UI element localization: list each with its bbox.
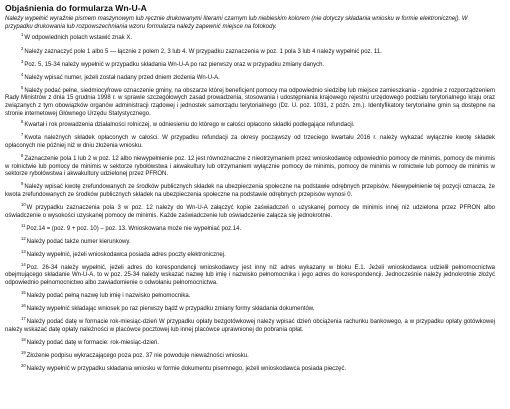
footnote-text: W odpowiednich polach wstawić znak X. (24, 35, 133, 42)
footnote-5 (5, 84, 495, 118)
footnote-14 (5, 261, 495, 288)
footnote-13 (5, 248, 495, 260)
footnote-text: Należy podać pełną nazwę lub imię i nazwisko pełnomocnika. (26, 293, 191, 300)
footnote-text: Zaznaczenie pola 1 lub 2 w poz. 12 albo niewypełnienie poz. 12 jest równoznaczne z nieotrzymaniem przez wnioskodawcę odpowiednio pomocy de minimis, pomocy de minimis w rolnictwie lub pomocy de minimis w sektorze rybołówstwa i akwakultury lub otrzymaniem wyłącznie pomocy de minimis, pomocy de minimis w rolnictwie lub pomocy de minimis w sektorze rybołówstwa i akwakultury udzielonej przez PFRON. (5, 155, 495, 178)
footnote-2 (5, 45, 495, 57)
footnote-text: Należy zaznaczyć pole 1 albo 5 — łącznie z polem 2, 3 lub 4. W przypadku zaznaczenia w poz. 1 pola 3 lub 4 należy wypełnić poz. 11. (24, 48, 382, 55)
footnote-number: 16 (21, 303, 26, 309)
footnote-1 (5, 32, 495, 43)
footnote-number: 11 (21, 222, 26, 228)
footnote-4 (5, 71, 495, 83)
footnote-number: 15 (21, 290, 26, 296)
footnote-text: Należy podać także numer kierunkowy. (26, 238, 131, 245)
footnote-8 (5, 152, 495, 179)
footnote-text: Poz.14 = (poz. 9 + poz. 10) – poz. 13. Wnioskowana może nie wypełniać poz.14. (26, 225, 242, 232)
footnote-text: Należy podać datę w formacie: rok-miesiąc-dzień. (26, 340, 160, 347)
footnote-number: 13 (21, 248, 26, 254)
footnote-number: 9 (21, 181, 24, 187)
footnote-7 (5, 132, 495, 150)
footnote-11 (5, 222, 495, 234)
footnote-text: Należy wypełnić składając wniosek po raz pierwszy bądź w przypadku zmiany formy składania dokumentów. (26, 306, 315, 313)
footnote-text: Kwartał i rok prowadzenia działalności rolniczej, w odniesieniu do którego w całości opłacono składki podlegające refundacji. (24, 122, 355, 129)
footnote-text: Należy wypełnić w przypadku składania wniosku w formie dokumentu pisemnego, jeżeli wnioskodawca posiada pieczęć. (26, 366, 347, 373)
footnote-number: 6 (21, 119, 24, 125)
footnote-number: 20 (21, 363, 26, 369)
footnote-3 (5, 58, 495, 70)
footnote-number: 12 (21, 235, 26, 241)
footnote-number: 5 (21, 84, 24, 90)
footnote-number: 10 (21, 201, 26, 207)
footnote-19 (5, 350, 495, 361)
footnote-6 (5, 119, 495, 130)
footnote-text: Należy wpisać numer, jeżeli został nadany przed dniem złożenia Wn-U-A. (24, 74, 220, 81)
footnote-18 (5, 337, 495, 348)
footnote-text: Złożenie podpisu wykraczającego poza poz. 37 nie powoduje nieważności wniosku. (26, 353, 249, 360)
document-title: Objaśnienia do formularza Wn-U-A (5, 3, 147, 13)
footnote-number: 18 (21, 337, 26, 343)
footnote-text: Należy wpisać kwotę zrefundowanych ze środków publicznych składek na ubezpieczenia społeczne na podstawie odrębnych przepisów. Niewypełnienie tej pozycji oznacza, że kwota zrefundowanych ze środków publicznych składek na ubezpieczenia społeczne na podstawie odrębnych przepisów wynosi 0. (5, 184, 495, 198)
footnote-16 (5, 303, 495, 314)
footnote-9 (5, 181, 495, 199)
footnote-number: 8 (21, 152, 24, 158)
footnote-15 (5, 290, 495, 301)
instructions-intro: Należy wypełnić wyraźnie pismem maszynowym lub ręcznie drukowanymi literami czarnym lub niebieskim kolorem (nie dotyczy składania wniosku w formie elektronicznej). W przypadku drukowania lub rozpowszechniania wzoru formularza należy zapewnić miejsce na fotokody. (5, 16, 468, 30)
footnote-10 (5, 201, 495, 220)
footnote-text: Kwota należnych składek opłaconych w całości. W przypadku refundacji za okresy począwszy od trzeciego kwartału 2016 r. należy wykazać wyłącznie kwotę składek opłaconych nie później niż w dniu złożenia wniosku. (5, 135, 495, 149)
footnote-text: W przypadku zaznaczenia pola 3 w poz. 12 należy do Wn-U-A załączyć kopie zaświadczeń o uzyskanej pomocy de minimis innej niż udzielona przez PFRON albo oświadczenie o wysokości uzyskanej pomocy de minimis. Każde zaświadczenie lub oświadczenie załącza się jednokrotnie. (5, 204, 495, 219)
footnote-number: 2 (21, 45, 24, 51)
footnote-text: Należy podać pełne, siedmiocyfrowe oznaczenie gminy, na obszarze której beneficjent pomocy ma odpowiednio siedzibę lub miejsce zamieszkania - zgodnie z rozporządzeniem Rady Ministrów z dnia 15 grudnia 1998 r. w sprawie szczegółowych zasad prowadzenia, stosowania i udostępniania krajowego rejestru urzędowego podziału terytorialnego kraju oraz związanych z tym obowiązków organów administracji rządowej i jednostek samorządu terytorialnego (Dz. U. poz. 1031, z późn. zm.). Identyfikatory terytorialne gmin są dostępne na stronie internetowej Głównego Urzędu Statystycznego. (5, 87, 495, 117)
footnote-text: Poz. 5, 15-34 należy wypełnić w przypadku składania Wn-U-A po raz pierwszy oraz w przypadku zmiany danych. (24, 61, 325, 68)
footnote-12 (5, 235, 495, 247)
footnote-number: 3 (21, 58, 24, 64)
footnote-17 (5, 316, 495, 334)
footnote-number: 7 (21, 132, 24, 138)
footnote-text: Poz. 26-34 należy wypełnić, jeżeli adres do korespondencji wnioskodawcy jest inny niż adres wykazany w bloku E.1. Jeżeli wnioskodawca udzielił pełnomocnictwa obejmującego składanie Wn-U-A, to w poz. 25-34 należy wskazać nazwę lub imię i nazwisko pełnomocnika i jego adres do korespondencji. Jednocześnie należy jednokrotnie złożyć odpowiednio pełnomocnictwo albo zawiadomienie o odwołaniu pełnomocnictwa. (5, 264, 495, 287)
footnote-number: 4 (21, 71, 24, 77)
footnote-number: 19 (21, 350, 26, 356)
footnote-number: 14 (21, 261, 26, 267)
footnote-text: Należy wypełnić, jeżeli wnioskodawca posiada adres poczty elektronicznej. (26, 251, 226, 258)
footnote-20 (5, 363, 495, 374)
footnote-number: 17 (21, 316, 26, 322)
footnote-text: Należy podać datę w formacie rok-miesiąc-dzień W przypadku opłaty bezgotówkowej należy wpisać dzień obciążenia rachunku bankowego, a w przypadku opłaty gotówkowej należy wskazać datę opłaty należności w placówce pocztowej lub innej placówce uprawnionej do pobrania opłat. (5, 319, 495, 333)
footnote-number: 1 (21, 32, 24, 38)
